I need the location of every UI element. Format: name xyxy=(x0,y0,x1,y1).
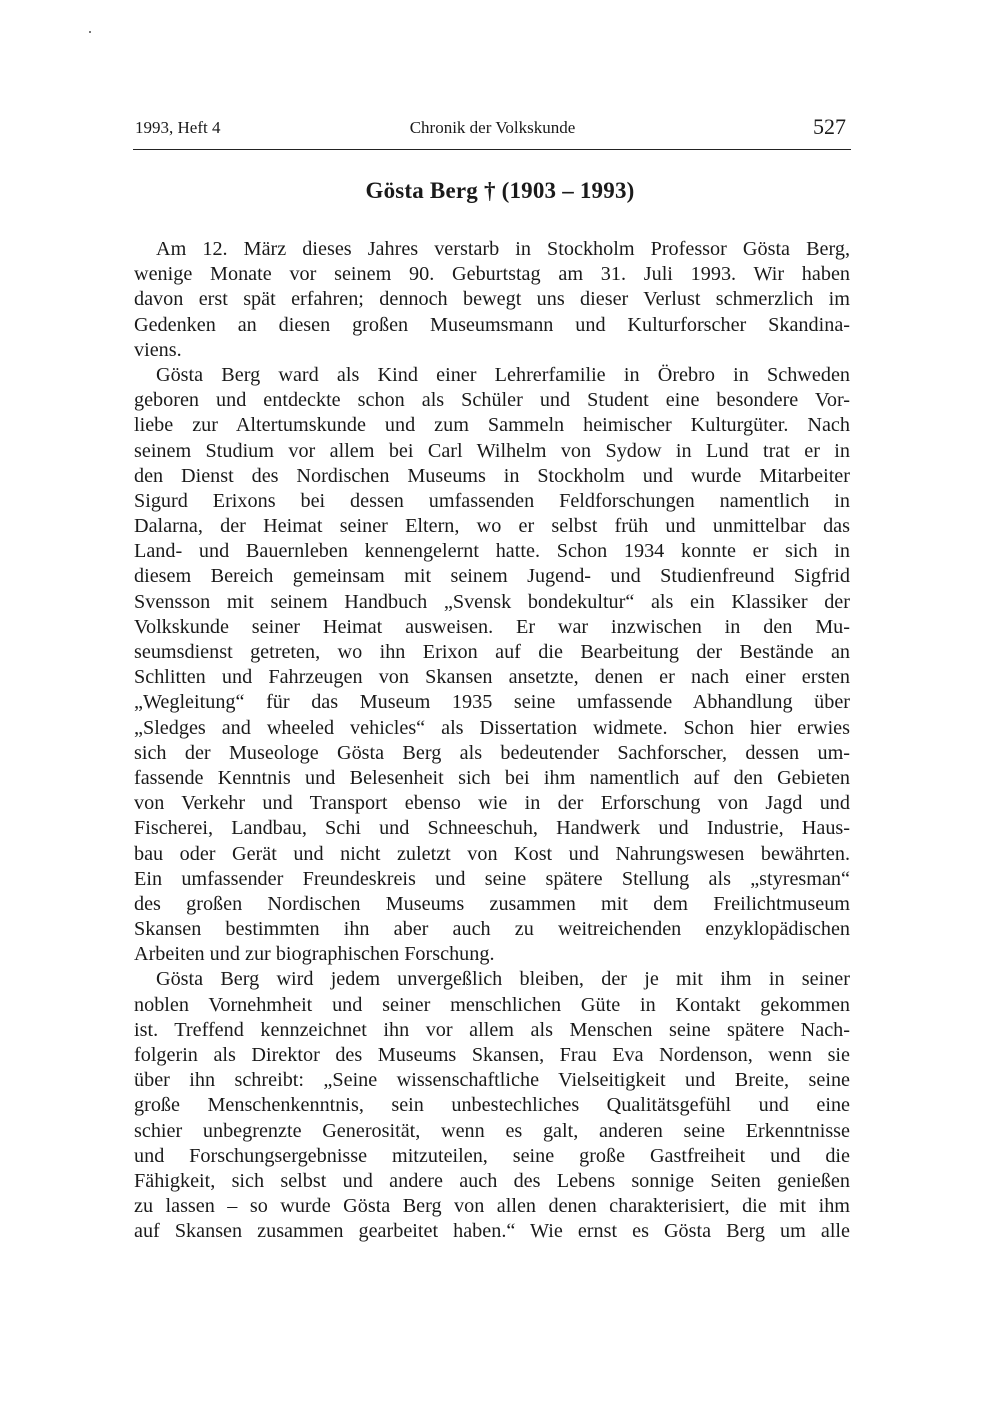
text-line: davon erst spät erfahren; dennoch bewegt uns dieser Verlust schmerzlich im xyxy=(134,288,850,311)
header-rule xyxy=(133,149,851,150)
text-line: Ein umfassender Freundeskreis und seine spätere Stellung als „styresman“ xyxy=(134,867,850,890)
text-line: seumsdienst getreten, wo ihn Erixon auf die Bearbeitung der Bestände an xyxy=(134,641,850,663)
text-line: Arbeiten und zur biographischen Forschung. xyxy=(134,943,495,966)
text-line: bau oder Gerät und nicht zuletzt von Kost und Nahrungswesen bewährten. xyxy=(134,842,850,865)
paragraph xyxy=(134,967,850,1244)
text-line: ist. Treffend kennzeichnet ihn vor allem als Menschen seine spätere Nach- xyxy=(134,1018,850,1041)
article-body xyxy=(134,237,850,1245)
text-line: Gösta Berg wird jedem unvergeßlich bleiben, der je mit ihm in seiner xyxy=(156,968,850,991)
text-line: Volkskunde seiner Heimat ausweisen. Er war inzwischen in den Mu- xyxy=(134,615,850,638)
text-line: Skansen bestimmten ihn aber auch zu weitreichenden enzyklopädischen xyxy=(134,918,850,941)
journal-section-title: Chronik der Volkskunde xyxy=(409,118,576,137)
text-line: Am 12. März dieses Jahres verstarb in Stockholm Professor Gösta Berg, xyxy=(156,238,850,260)
running-head xyxy=(135,114,850,144)
paragraph xyxy=(134,363,850,968)
text-line: über ihn schreibt: „Seine wissenschaftliche Vielseitigkeit und Breite, seine xyxy=(134,1069,850,1092)
text-line: wenige Monate vor seinem 90. Geburtstag am 31. Juli 1993. Wir haben xyxy=(134,263,850,286)
text-line: auf Skansen zusammen gearbeitet haben.“ Wie ernst es Gösta Berg um alle xyxy=(134,1220,850,1243)
text-line: Gösta Berg ward als Kind einer Lehrerfamilie in Örebro in Schweden xyxy=(156,363,850,386)
text-line: Fischerei, Landbau, Schi und Schneeschuh, Handwerk und Industrie, Haus- xyxy=(134,817,850,840)
text-line: große Menschenkenntnis, sein unbestechliches Qualitätsgefühl und eine xyxy=(134,1094,850,1117)
text-line: noblen Vornehmheit und seiner menschlichen Güte in Kontakt gekommen xyxy=(134,993,850,1016)
text-line: liebe zur Altertumskunde und zum Sammeln heimischer Kulturgüter. Nach xyxy=(134,414,850,437)
text-line: fassende Kenntnis und Belesenheit sich bei ihm namentlich auf den Gebieten xyxy=(134,766,850,789)
text-line: diesem Bereich gemeinsam mit seinem Jugend- und Studienfreund Sigfrid xyxy=(134,565,850,588)
text-line: sich der Museologe Gösta Berg als bedeutender Sachforscher, dessen um- xyxy=(134,741,850,764)
text-line: Gedenken an diesen großen Museumsmann und Kulturforscher Skandina- xyxy=(134,313,850,336)
text-line: viens. xyxy=(134,338,182,361)
text-line: Land- und Bauernleben kennengelernt hatte. Schon 1934 konnte er sich in xyxy=(134,540,850,563)
text-line: zu lassen – so wurde Gösta Berg von allen denen charakterisiert, die mit ihm xyxy=(134,1195,850,1218)
text-line: und Forschungsergebnisse mitzuteilen, seine große Gastfreiheit und die xyxy=(134,1144,850,1167)
text-line: Schlitten und Fahrzeugen von Skansen ansetzte, denen er nach einer ersten xyxy=(134,666,850,689)
text-line: „Sledges and wheeled vehicles“ als Dissertation widmete. Schon hier erwies xyxy=(134,716,850,739)
text-line: geboren und entdeckte schon als Schüler und Student eine besondere Vor- xyxy=(134,389,850,412)
scan-speck xyxy=(89,31,91,33)
text-line: Sigurd Erixons bei dessen umfassenden Feldforschungen namentlich in xyxy=(134,489,850,512)
text-line: seinem Studium vor allem bei Carl Wilhelm von Sydow in Lund trat er in xyxy=(134,439,850,462)
text-line: Dalarna, der Heimat seiner Eltern, wo er selbst früh und unmittelbar das xyxy=(134,515,850,538)
article-title: Gösta Berg † (1903 – 1993) xyxy=(365,178,635,203)
text-line: folgerin als Direktor des Museums Skansen, Frau Eva Nordenson, wenn sie xyxy=(134,1044,850,1066)
text-line: den Dienst des Nordischen Museums in Stockholm und wurde Mitarbeiter xyxy=(134,464,850,487)
text-line: von Verkehr und Transport ebenso wie in der Erforschung von Jagd und xyxy=(134,792,850,815)
text-line: des großen Nordischen Museums zusammen mit dem Freilichtmuseum xyxy=(134,892,850,915)
text-line: Svensson mit seinem Handbuch „Svensk bondekultur“ als ein Klassiker der xyxy=(134,590,850,613)
text-line: „Wegleitung“ für das Museum 1935 seine umfassende Abhandlung über xyxy=(134,691,850,714)
issue-label: 1993, Heft 4 xyxy=(135,118,221,137)
page-number: 527 xyxy=(813,114,846,139)
text-line: schier unbegrenzte Generosität, wenn es galt, anderen seine Erkenntnisse xyxy=(134,1119,850,1142)
text-line: Fähigkeit, sich selbst und andere auch des Lebens sonnige Seiten genießen xyxy=(134,1169,850,1192)
paragraph xyxy=(134,237,850,363)
